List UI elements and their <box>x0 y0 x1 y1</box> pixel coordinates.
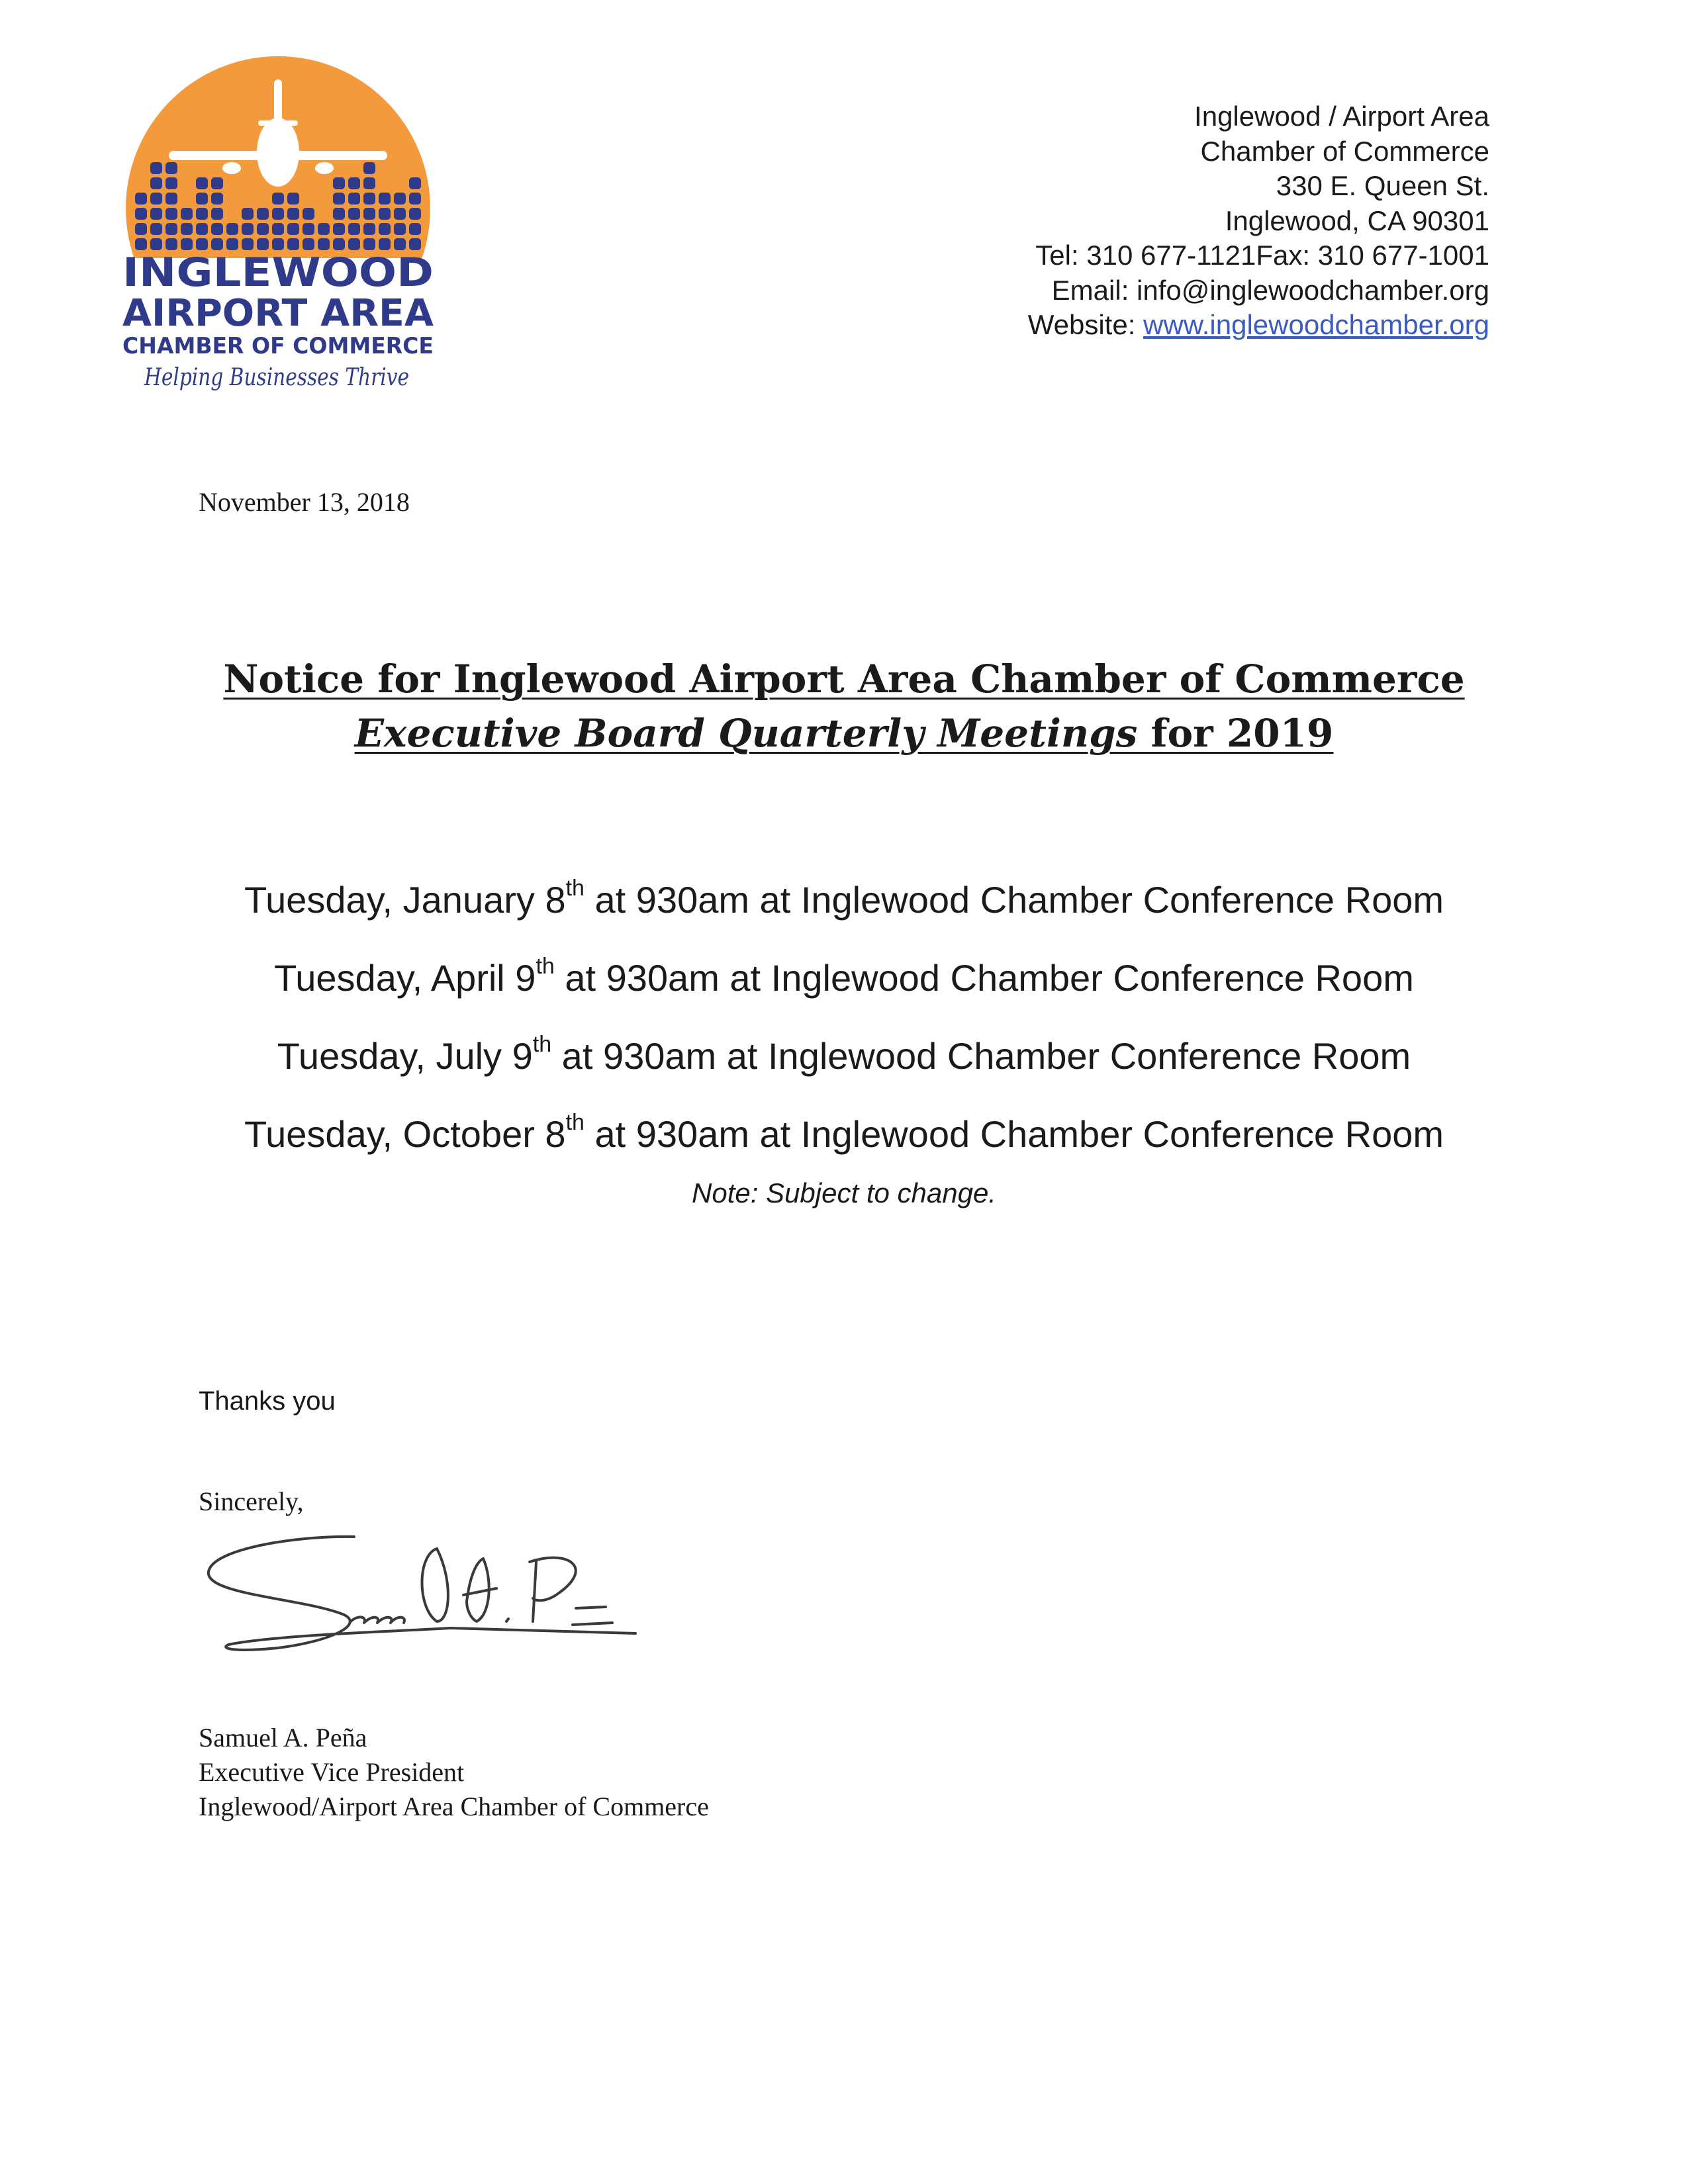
address-line-org: Inglewood / Airport Area <box>1194 101 1489 132</box>
meeting-item: Tuesday, January 8th at 930am at Inglewood Chamber Conference Room <box>244 876 1444 921</box>
title-line-2 <box>355 711 1334 756</box>
address-block <box>894 99 1489 343</box>
website-link[interactable]: www.inglewoodchamber.org <box>1143 309 1489 340</box>
address-line-city: Inglewood, CA 90301 <box>1225 205 1489 236</box>
address-line-street: 330 E. Queen St. <box>1276 170 1489 201</box>
website-label: Website: <box>1027 309 1144 340</box>
signature-image <box>199 1522 662 1681</box>
logo-graphic <box>106 40 450 397</box>
address-line-website <box>894 308 1489 343</box>
title-italic-part: Executive Board Quarterly Meetings <box>354 711 1138 756</box>
address-line-phone: Tel: 310 677-1121Fax: 310 677-1001 <box>1035 240 1489 271</box>
sincerely-line: Sincerely, <box>199 1486 304 1516</box>
logo-line-chamber: CHAMBER OF COMMERCE <box>122 333 434 359</box>
logo-line-inglewood: INGLEWOOD <box>122 250 434 296</box>
logo-tagline: Helping Businesses Thrive <box>144 364 409 391</box>
logo-line-airport-area: AIRPORT AREA <box>122 292 434 335</box>
title-line-1: Notice for Inglewood Airport Area Chamber of Commerce <box>223 657 1465 702</box>
signer-name: Samuel A. Peña <box>199 1723 367 1752</box>
address-line-org2: Chamber of Commerce <box>1200 135 1489 167</box>
chamber-logo <box>106 40 450 397</box>
address-line-email: Email: info@inglewoodchamber.org <box>1051 274 1489 306</box>
meeting-list <box>0 877 1688 1209</box>
letter-date: November 13, 2018 <box>199 487 410 517</box>
meeting-item: Tuesday, October 8th at 930am at Inglewood Chamber Conference Room <box>244 1110 1444 1155</box>
signer-org: Inglewood/Airport Area Chamber of Commerce <box>199 1792 709 1821</box>
title-rest-part: for 2019 <box>1137 711 1334 756</box>
signer-block <box>199 1721 709 1824</box>
notice-title <box>0 652 1688 760</box>
meeting-item: Tuesday, July 9th at 930am at Inglewood Chamber Conference Room <box>277 1032 1411 1077</box>
thanks-line: Thanks you <box>199 1387 336 1416</box>
signer-title: Executive Vice President <box>199 1757 465 1787</box>
meeting-item: Tuesday, April 9th at 930am at Inglewood Chamber Conference Room <box>274 954 1414 999</box>
note-subject-to-change: Note: Subject to change. <box>692 1177 996 1208</box>
